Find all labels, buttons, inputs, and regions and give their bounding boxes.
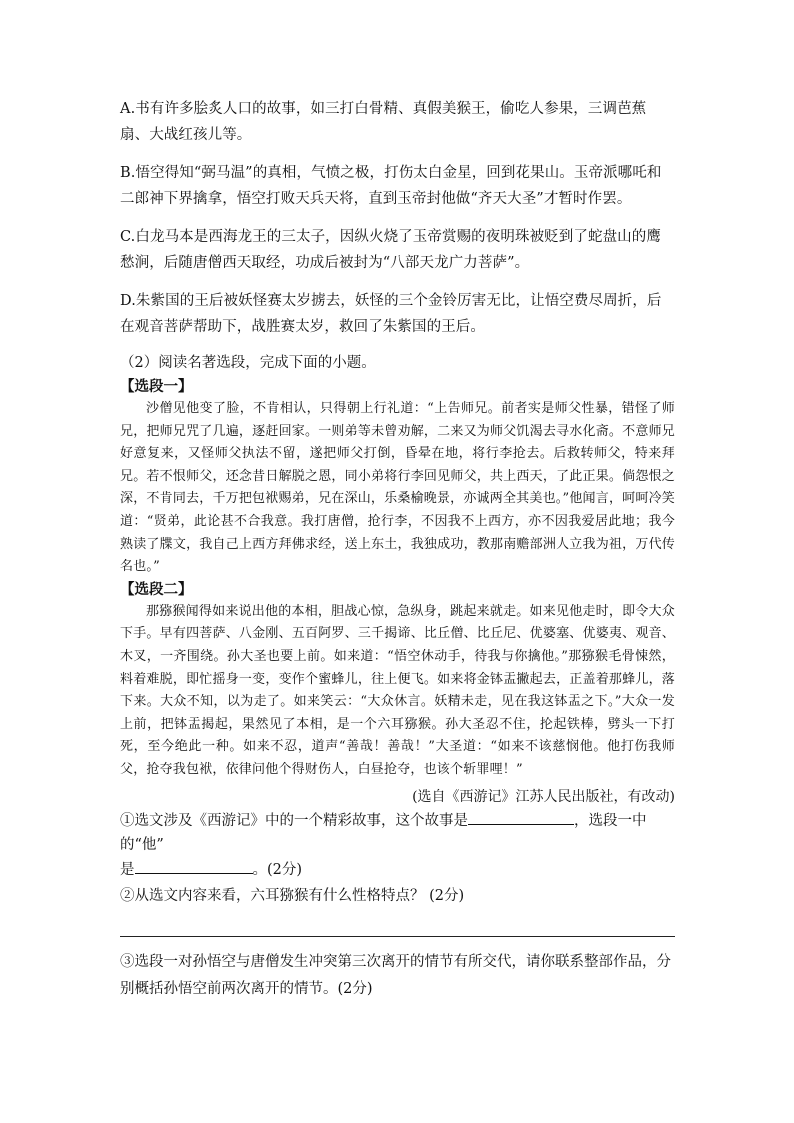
- exam-content: [120, 96, 675, 1003]
- sub-question-3: ③选段一对孙悟空与唐僧发生冲突第三次离开的情节有所交代，请你联系整部作品，分别概括孙悟空前两次离开的情节。(2分): [120, 953, 671, 997]
- sub-question-1-text-b: ，选段一中的“他”: [120, 812, 647, 853]
- sub-question-1: [120, 808, 675, 882]
- sub-question-1-text-a: ①选文涉及《西游记》中的一个精彩故事，这个故事是: [120, 812, 468, 829]
- option-d: D.朱紫国的王后被妖怪赛太岁掳去，妖怪的三个金铃厉害无比，让悟空费尽周折，后在观音菩萨帮助下，战胜赛太岁，救回了朱紫国的王后。: [120, 293, 662, 335]
- section-1-passage: 沙僧见他变了脸，不肯相认，只得朝上行礼道：“上告师兄。前者实是师父性暴，错怪了师兄，把师兄咒了几遍，逐赶回家。一则弟等未曾劝解，二来又为师父饥渴去寻水化斋。不意师兄好意复来，又怪师父执法不留，遂把师父打倒，昏晕在地，将行李抢去。后救转师父，特来拜兄。若不恨师父，还念昔日解脱之恩，同小弟将行李回见师父，共上西天，了此正果。倘怨恨之深，不肯同去，千万把包袱赐弟，兄在深山，乐桑榆晚景，亦诚两全其美也。”他闻言，呵呵冷笑道：“贤弟，此论甚不合我意。我打唐僧，抢行李，不因我不上西方，亦不因我爱居此地；我今熟读了牒文，我自己上西方拜佛求经，送上东土，我独成功，教那南赡部洲人立我为祖，万代传名也。”: [120, 401, 675, 575]
- option-b: B.悟空得知“弼马温”的真相，气愤之极，打伤太白金星，回到花果山。玉帝派哪吒和二郎神下界擒拿，悟空打败天兵天将，直到玉帝封他做“齐天大圣”才暂时作罢。: [120, 165, 662, 207]
- source-citation: (选自《西游记》江苏人民出版社，有改动): [412, 788, 675, 805]
- section-2-title: 【选段二】: [120, 580, 193, 598]
- answer-line[interactable]: [120, 908, 675, 937]
- sub-question-2: ②从选文内容来看，六耳猕猴有什么性格特点？ (2分): [120, 887, 465, 904]
- section-2-passage: 那猕猴闻得如来说出他的本相，胆战心惊，急纵身，跳起来就走。如来见他走时，即令大众下手。早有四菩萨、八金刚、五百阿罗、三千揭谛、比丘僧、比丘尼、优婆塞、优婆夷、观音、木叉，一齐围绕。孙大圣也要上前。如来道：“悟空休动手，待我与你擒他。”那猕猴毛骨悚然，料着难脱，即忙摇身一变，变作个蜜蜂儿，往上便飞。如来将金钵盂撇起去，正盖着那蜂儿，落下来。大众不知，以为走了。如来笑云：“大众休言。妖精未走，见在我这钵盂之下。”大众一发上前，把钵盂揭起，果然见了本相，是一个六耳猕猴。孙大圣忍不住，抡起铁棒，劈头一下打死，至今绝此一种。如来不忍，道声“善哉！善哉！”大圣道：“如来不该慈悯他。他打伤我师父，抢夺我包袱，依律问他个得财伤人，白昼抢夺，也该个斩罪哩！”: [120, 603, 675, 777]
- story-answer-blank[interactable]: [468, 808, 574, 825]
- he-answer-blank[interactable]: [135, 857, 253, 874]
- option-a: A.书有许多脍炙人口的故事，如三打白骨精、真假美猴王，偷吃人参果，三调芭蕉扇、大战红孩儿等。: [120, 101, 647, 143]
- sub-question-1-text-c: 是: [120, 861, 135, 878]
- sub-question-1-text-d: 。(2分): [252, 861, 303, 878]
- question-2-intro: （2）阅读名著选段，完成下面的小题。: [120, 355, 376, 371]
- option-c: C.白龙马本是西海龙王的三太子，因纵火烧了玉帝赏赐的夜明珠被贬到了蛇盘山的鹰愁涧，后随唐僧西天取经，功成后被封为“八部天龙广力菩萨”。: [120, 229, 661, 271]
- section-1-title: 【选段一】: [120, 378, 193, 395]
